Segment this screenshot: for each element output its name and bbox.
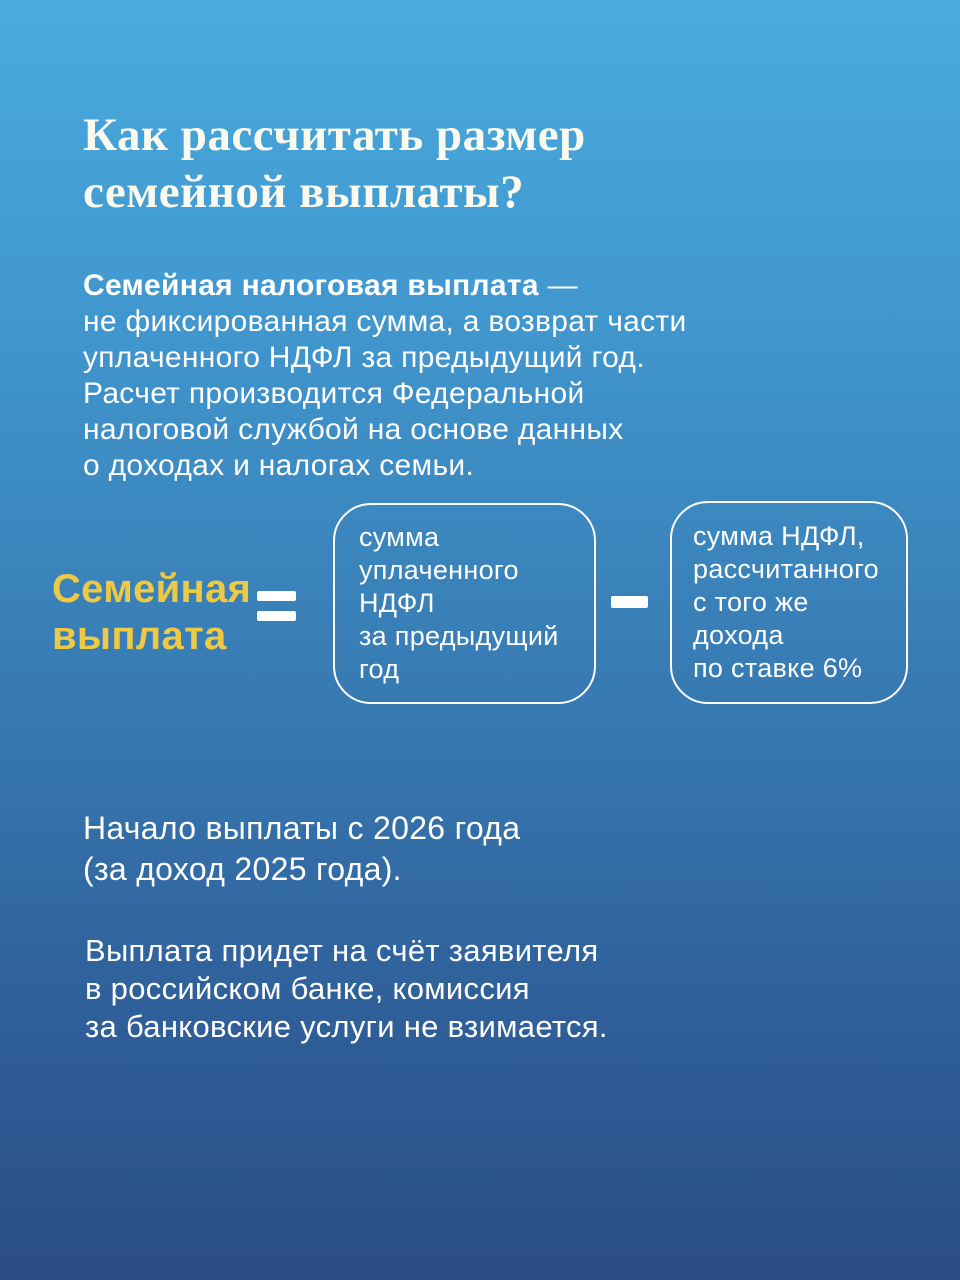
equals-bar-top: [257, 591, 296, 601]
intro-lead-bold: Семейная налоговая выплата: [83, 269, 539, 302]
equals-icon: [257, 591, 296, 621]
note-payment-start: Начало выплаты с 2026 года (за доход 2025 года).: [83, 810, 521, 887]
formula-result-label: Семейная выплата: [52, 567, 252, 658]
minus-icon: [611, 596, 648, 608]
formula-box-six-percent-ndfl-text: сумма НДФЛ, рассчитанного с того же дохода по ставке 6%: [693, 521, 879, 683]
formula-box-six-percent-ndfl: [670, 501, 908, 704]
formula-box-paid-ndfl-text: сумма уплаченного НДФЛ за предыдущий год: [359, 522, 559, 684]
intro-paragraph: [83, 268, 687, 484]
intro-lead-dash: —: [538, 269, 578, 302]
formula-box-paid-ndfl: [333, 503, 596, 704]
intro-body-text: не фиксированная сумма, а возврат части уплаченного НДФЛ за предыдущий год. Расчет производится Федеральной налоговой службой на основе данных о доходах и налогах семьи.: [83, 305, 687, 482]
page-title: Как рассчитать размер семейной выплаты?: [83, 109, 586, 219]
note-bank-account: Выплата придет на счёт заявителя в российском банке, комиссия за банковские услуги не взимается.: [85, 933, 608, 1044]
equals-bar-bottom: [257, 611, 296, 621]
